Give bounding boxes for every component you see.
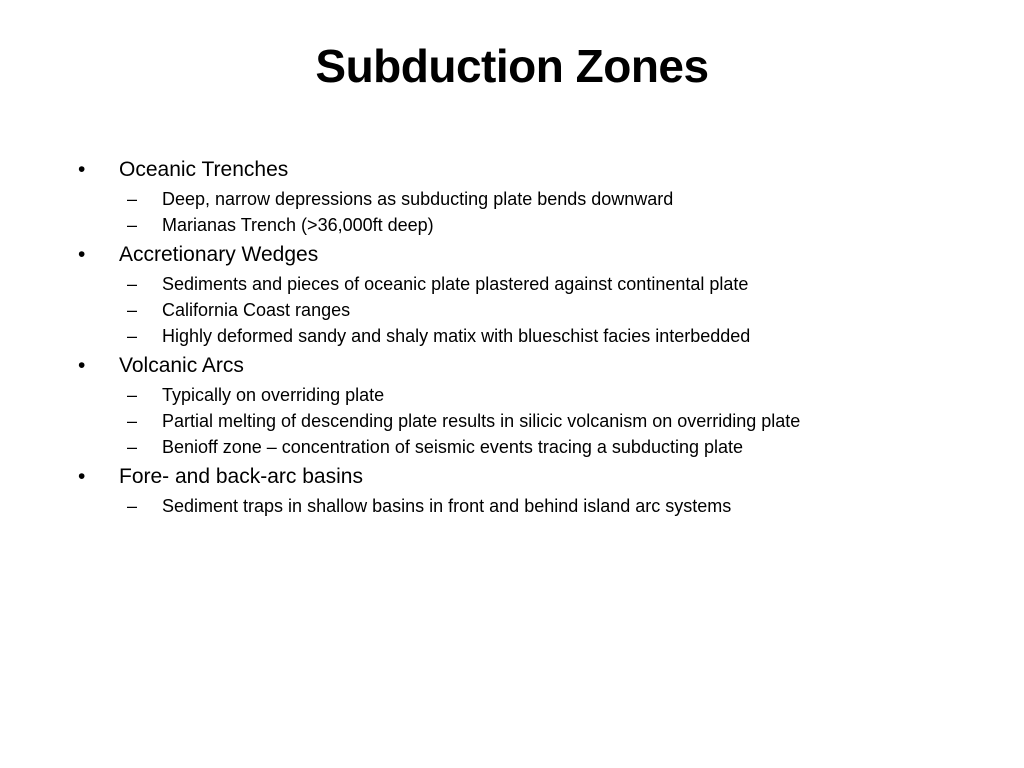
slide-title: Subduction Zones [315, 40, 709, 92]
dash-marker: – [127, 215, 138, 235]
dash-marker: – [127, 274, 138, 294]
bullet-text: Fore- and back-arc basins [119, 465, 363, 488]
sub-bullet-text: Marianas Trench (>36,000ft deep) [162, 215, 434, 235]
sub-bullet-text: Highly deformed sandy and shaly matix with blueschist facies interbedded [162, 326, 751, 346]
sub-bullet-text: Partial melting of descending plate results in silicic volcanism on overriding plate [162, 411, 801, 431]
dash-marker: – [127, 326, 138, 346]
bullet-text: Volcanic Arcs [119, 354, 244, 377]
bullet-accretionary-wedges [76, 240, 956, 270]
sub-bullet-text: Deep, narrow depressions as subducting plate bends downward [162, 189, 674, 209]
bullet-volcanic-arcs [76, 351, 956, 381]
dash-marker: – [127, 189, 138, 209]
sub-bullet [127, 436, 956, 459]
sub-bullet-text: Sediments and pieces of oceanic plate plastered against continental plate [162, 274, 749, 294]
sub-bullet [127, 299, 956, 322]
sub-bullet [127, 214, 956, 237]
dash-marker: – [127, 385, 138, 405]
bullet-marker: • [78, 158, 86, 181]
sub-bullet [127, 410, 956, 433]
sub-bullet [127, 384, 956, 407]
bullet-text: Oceanic Trenches [119, 158, 289, 181]
sub-bullet [127, 495, 956, 518]
dash-marker: – [127, 411, 138, 431]
sub-bullet-text: Typically on overriding plate [162, 385, 385, 405]
dash-marker: – [127, 300, 138, 320]
bullet-marker: • [78, 354, 86, 377]
bullet-oceanic-trenches [76, 155, 956, 185]
bullet-marker: • [78, 465, 86, 488]
sub-bullet-text: California Coast ranges [162, 300, 351, 320]
bullet-marker: • [78, 243, 86, 266]
bullet-fore-back-arc-basins [76, 462, 956, 492]
sub-bullet-text: Sediment traps in shallow basins in front and behind island arc systems [162, 496, 732, 516]
sub-bullet [127, 188, 956, 211]
sub-bullet [127, 325, 956, 348]
dash-marker: – [127, 437, 138, 457]
dash-marker: – [127, 496, 138, 516]
sub-bullet [127, 273, 956, 296]
sub-bullet-text: Benioff zone – concentration of seismic events tracing a subducting plate [162, 437, 744, 457]
bullet-text: Accretionary Wedges [119, 243, 319, 266]
bullet-list [76, 155, 956, 521]
